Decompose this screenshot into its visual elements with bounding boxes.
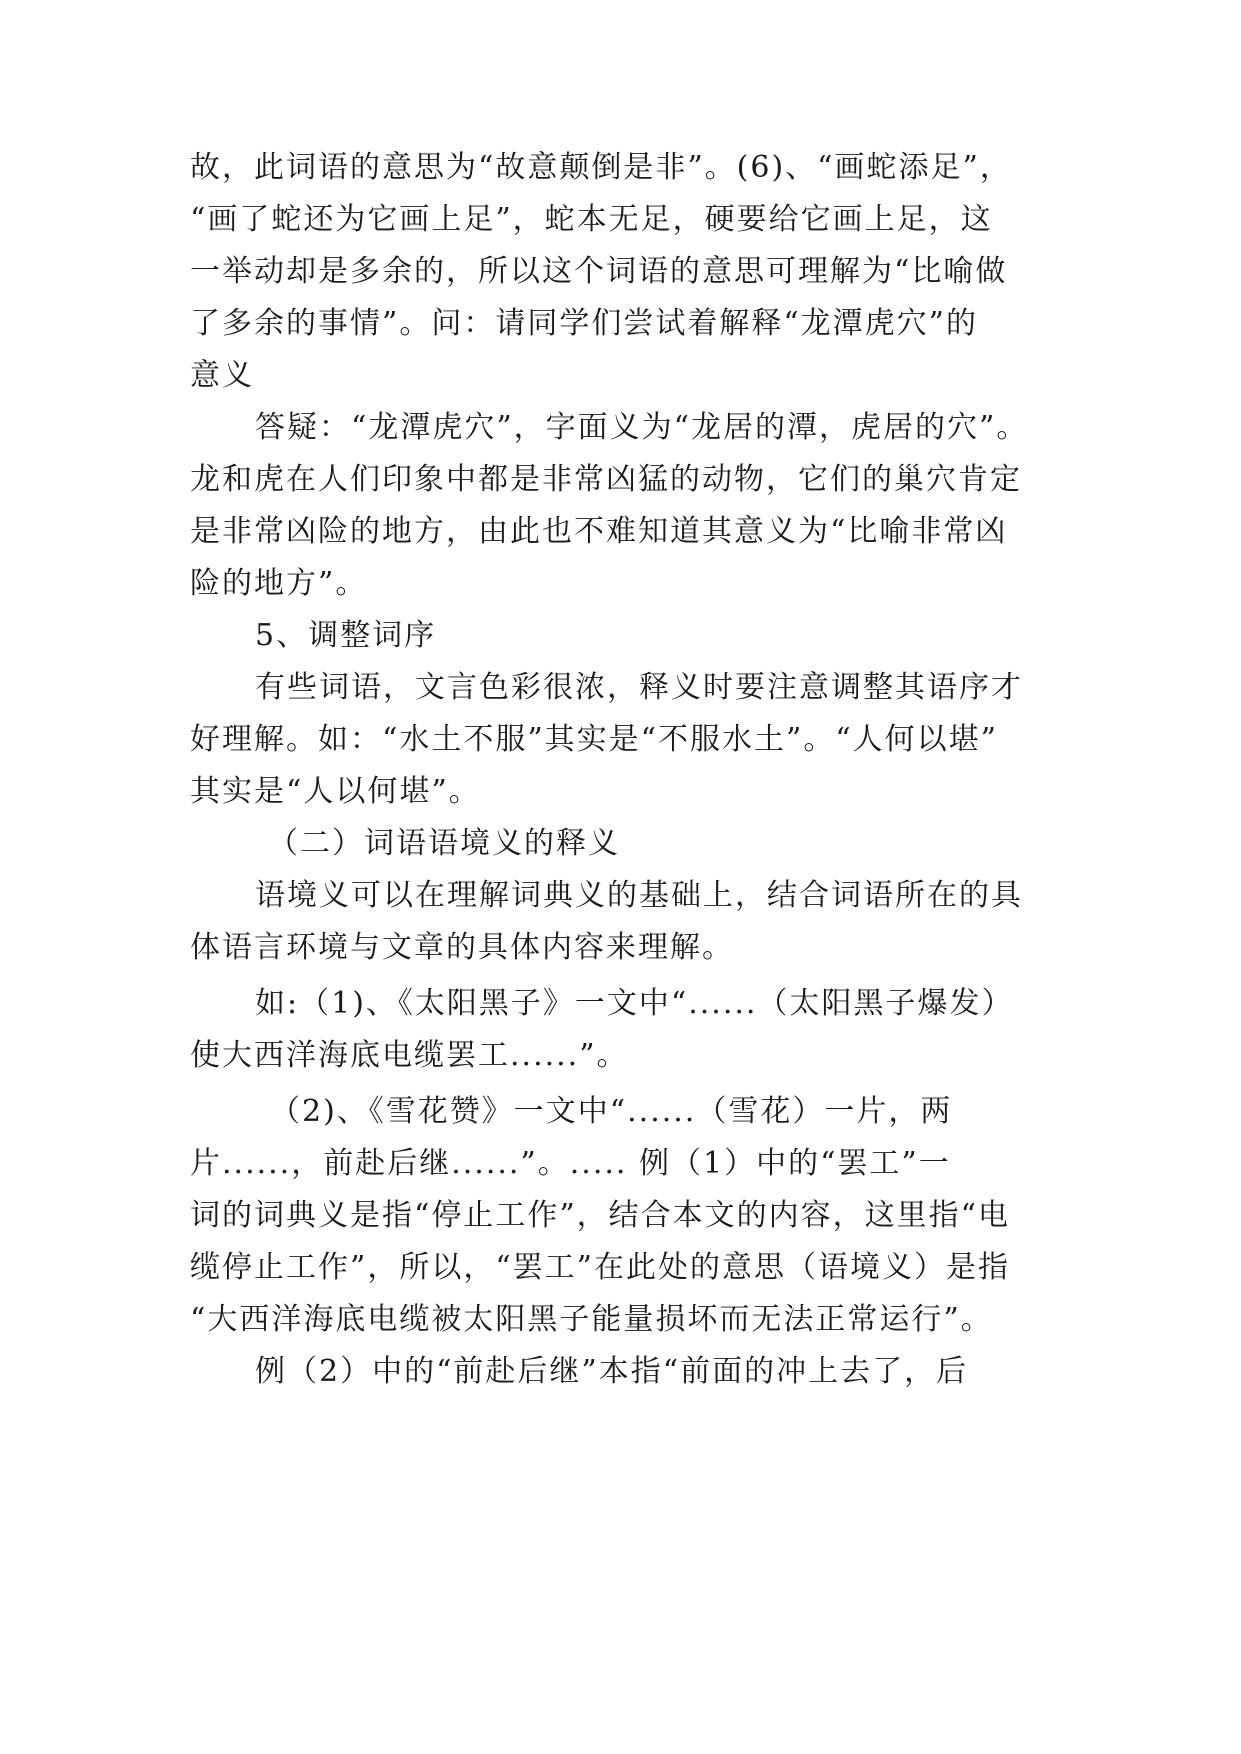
- text-line: 好理解。如：“水土不服”其实是“不服水土”。“人何以堪”: [190, 722, 999, 757]
- text-line: “大西洋海底电缆被太阳黑子能量损坏而无法正常运行”。: [190, 1302, 993, 1337]
- text-line: 使大西洋海底电缆罢工......”。: [190, 1038, 629, 1073]
- text-line: 片......，前赴后继......”。..... 例（1）中的“罢工”一: [190, 1146, 951, 1181]
- paragraph-start-line: 如:（1)、《太阳黑子》一文中“......（太阳黑子爆发）: [255, 986, 1014, 1021]
- paragraph-start-line: 有些词语，文言色彩很浓，释义时要注意调整其语序才: [255, 670, 1023, 705]
- text-line: “画了蛇还为它画上足”，蛇本无足，硬要给它画上足，这: [190, 202, 993, 237]
- text-line: 险的地方”。: [190, 566, 368, 601]
- text-line: 体语言环境与文章的具体内容来理解。: [190, 930, 734, 965]
- paragraph-start-line: 语境义可以在理解词典义的基础上，结合词语所在的具: [255, 878, 1023, 913]
- text-line: 缆停止工作”，所以，“罢工”在此处的意思（语境义）是指: [190, 1250, 1011, 1285]
- text-line: 故，此词语的意思为“故意颠倒是非”。(6)、“画蛇添足”，: [190, 150, 1012, 185]
- paragraph-start-line: 答疑：“龙潭虎穴”，字面义为“龙居的潭，虎居的穴”。: [255, 410, 1029, 445]
- text-line: 龙和虎在人们印象中都是非常凶猛的动物，它们的巢穴肯定: [190, 462, 1022, 497]
- section-heading: （二）词语语境义的释义: [268, 826, 620, 861]
- text-line: 意义: [190, 358, 254, 393]
- text-line: 是非常凶险的地方，由此也不难知道其意义为“比喻非常凶: [190, 514, 1008, 549]
- text-line: 其实是“人以何堪”。: [190, 774, 481, 809]
- text-line: 一举动却是多余的，所以这个词语的意思可理解为“比喻做: [190, 254, 1008, 289]
- text-line: 词的词典义是指“停止工作”，结合本文的内容，这里指“电: [190, 1198, 1011, 1233]
- paragraph-start-line: （2)、《雪花赞》一文中“......（雪花）一片，两: [270, 1094, 953, 1129]
- text-line: 了多余的事情”。问：请同学们尝试着解释“龙潭虎穴”的: [190, 306, 979, 341]
- paragraph-start-line: 例（2）中的“前赴后继”本指“前面的冲上去了，后: [255, 1354, 969, 1389]
- section-heading: 5、调整词序: [255, 618, 437, 653]
